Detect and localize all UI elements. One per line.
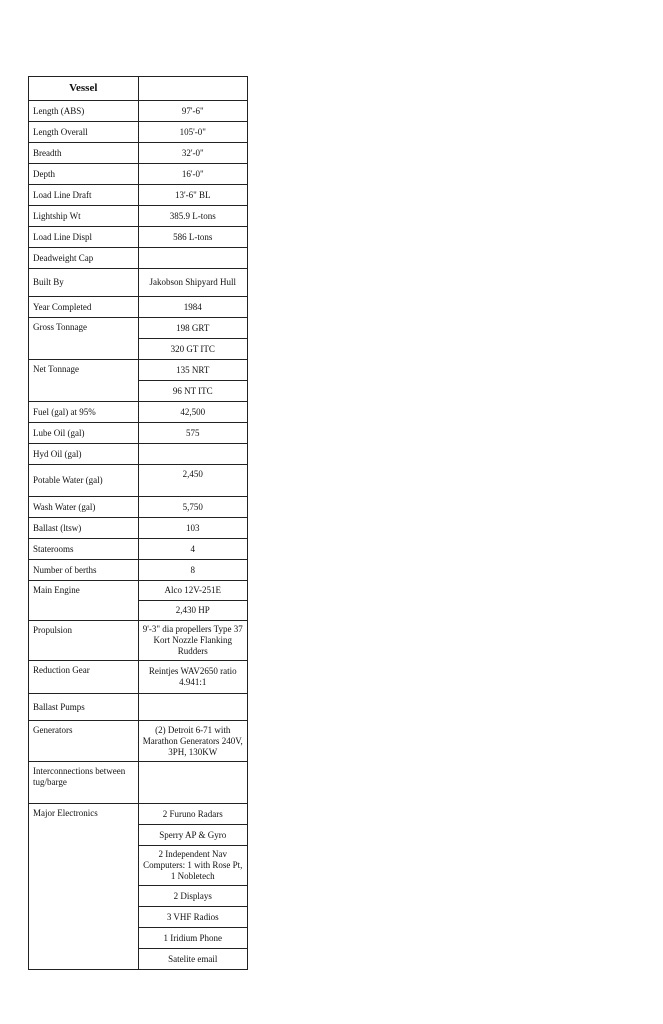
row-label-ballast-pumps: Ballast Pumps	[29, 694, 139, 721]
table-row	[29, 122, 248, 143]
row-value-length-overall: 105'-0"	[138, 122, 248, 143]
table-row	[29, 402, 248, 423]
row-value-gross-tonnage-itc: 320 GT ITC	[138, 339, 248, 360]
table-row	[29, 248, 248, 269]
row-label-net-tonnage: Net Tonnage	[29, 360, 139, 402]
row-value-ballast: 103	[138, 518, 248, 539]
row-value-generators: (2) Detroit 6-71 with Marathon Generators 240V, 3PH, 130KW	[138, 721, 248, 762]
row-value-load-line-draft: 13'-6" BL	[138, 185, 248, 206]
row-value-propulsion: 9'-3" dia propellers Type 37 Kort Nozzle Flanking Rudders	[138, 621, 248, 661]
row-label-number-of-berths: Number of berths	[29, 560, 139, 581]
row-value-load-line-displ: 586 L-tons	[138, 227, 248, 248]
row-label-main-engine: Main Engine	[29, 581, 139, 621]
row-label-fuel: Fuel (gal) at 95%	[29, 402, 139, 423]
table-row	[29, 164, 248, 185]
table-row	[29, 360, 248, 381]
table-row	[29, 185, 248, 206]
row-value-reduction-gear: Reintjes WAV2650 ratio 4.941:1	[138, 661, 248, 694]
table-row	[29, 269, 248, 297]
row-value-built-by: Jakobson Shipyard Hull	[138, 269, 248, 297]
row-label-ballast: Ballast (ltsw)	[29, 518, 139, 539]
row-value-hyd-oil	[138, 444, 248, 465]
row-value-staterooms: 4	[138, 539, 248, 560]
row-value-number-of-berths: 8	[138, 560, 248, 581]
row-value-lube-oil: 575	[138, 423, 248, 444]
row-value-electronics-radars: 2 Furuno Radars	[138, 804, 248, 825]
table-row	[29, 444, 248, 465]
row-value-main-engine-model: Alco 12V-251E	[138, 581, 248, 601]
row-value-wash-water: 5,750	[138, 497, 248, 518]
row-value-electronics-displays: 2 Displays	[138, 886, 248, 907]
row-value-lightship-wt: 385.9 L-tons	[138, 206, 248, 227]
row-value-length-abs: 97'-6"	[138, 101, 248, 122]
table-row	[29, 101, 248, 122]
row-label-gross-tonnage: Gross Tonnage	[29, 318, 139, 360]
row-value-year-completed: 1984	[138, 297, 248, 318]
table-row	[29, 423, 248, 444]
row-value-main-engine-hp: 2,430 HP	[138, 601, 248, 621]
table-row	[29, 762, 248, 804]
row-label-breadth: Breadth	[29, 143, 139, 164]
table-row	[29, 318, 248, 339]
row-label-depth: Depth	[29, 164, 139, 185]
row-label-length-overall: Length Overall	[29, 122, 139, 143]
table-row	[29, 206, 248, 227]
row-value-fuel: 42,500	[138, 402, 248, 423]
row-label-wash-water: Wash Water (gal)	[29, 497, 139, 518]
vessel-spec-table	[28, 76, 248, 970]
row-label-staterooms: Staterooms	[29, 539, 139, 560]
table-row	[29, 694, 248, 721]
row-value-electronics-nav-computers: 2 Independent Nav Computers: 1 with Rose Pt, 1 Nobletech	[138, 846, 248, 886]
row-value-deadweight-cap	[138, 248, 248, 269]
row-value-ballast-pumps	[138, 694, 248, 721]
row-value-electronics-vhf: 3 VHF Radios	[138, 907, 248, 928]
row-label-load-line-draft: Load Line Draft	[29, 185, 139, 206]
table-row	[29, 143, 248, 164]
table-row	[29, 465, 248, 497]
table-row	[29, 497, 248, 518]
table-row	[29, 227, 248, 248]
table-row	[29, 539, 248, 560]
table-row	[29, 560, 248, 581]
row-value-interconnections	[138, 762, 248, 804]
row-label-propulsion: Propulsion	[29, 621, 139, 661]
row-value-gross-tonnage-grt: 198 GRT	[138, 318, 248, 339]
row-label-built-by: Built By	[29, 269, 139, 297]
table-row	[29, 621, 248, 661]
table-row	[29, 581, 248, 601]
row-label-reduction-gear: Reduction Gear	[29, 661, 139, 694]
table-row	[29, 804, 248, 825]
row-value-potable-water: 2,450	[138, 465, 248, 497]
row-value-breadth: 32'-0"	[138, 143, 248, 164]
row-label-generators: Generators	[29, 721, 139, 762]
row-value-depth: 16'-0"	[138, 164, 248, 185]
table-row	[29, 297, 248, 318]
row-value-electronics-ap-gyro: Sperry AP & Gyro	[138, 825, 248, 846]
row-label-hyd-oil: Hyd Oil (gal)	[29, 444, 139, 465]
row-label-year-completed: Year Completed	[29, 297, 139, 318]
row-label-lube-oil: Lube Oil (gal)	[29, 423, 139, 444]
row-value-net-tonnage-itc: 96 NT ITC	[138, 381, 248, 402]
table-header-row	[29, 77, 248, 101]
table-header-vessel: Vessel	[29, 77, 139, 101]
row-label-major-electronics: Major Electronics	[29, 804, 139, 970]
row-value-electronics-iridium: 1 Iridium Phone	[138, 928, 248, 949]
row-label-potable-water: Potable Water (gal)	[29, 465, 139, 497]
table-header-empty	[138, 77, 248, 101]
row-label-length-abs: Length (ABS)	[29, 101, 139, 122]
row-label-load-line-displ: Load Line Displ	[29, 227, 139, 248]
row-label-deadweight-cap: Deadweight Cap	[29, 248, 139, 269]
table-row	[29, 721, 248, 762]
row-label-interconnections: Interconnections between tug/barge	[29, 762, 139, 804]
row-value-net-tonnage-nrt: 135 NRT	[138, 360, 248, 381]
table-row	[29, 518, 248, 539]
row-label-lightship-wt: Lightship Wt	[29, 206, 139, 227]
table-row	[29, 661, 248, 694]
row-value-electronics-email: Satelite email	[138, 949, 248, 970]
